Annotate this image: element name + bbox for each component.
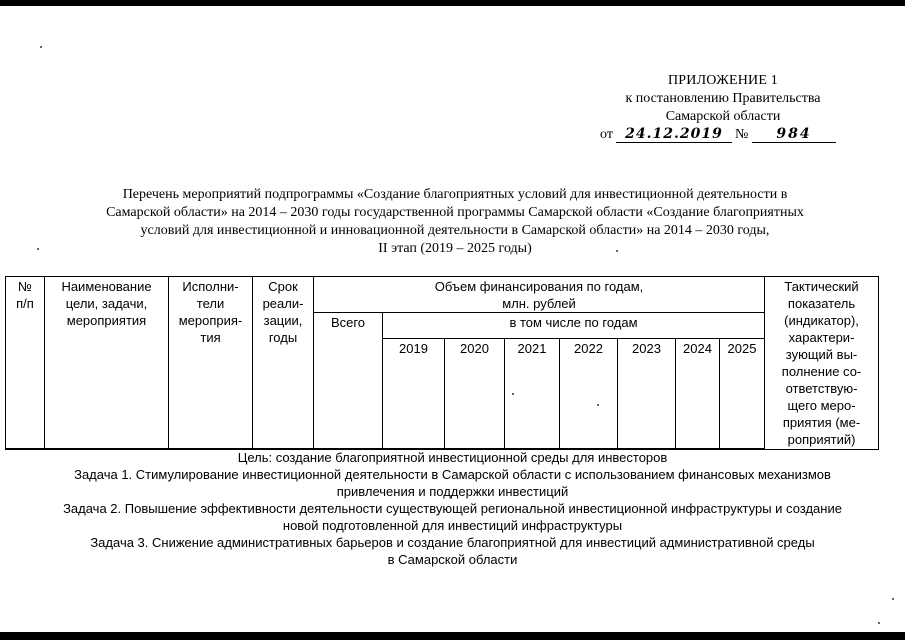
- task-1-text: Задача 1. Стимулирование инвестиционной деятельности в Самарской области с использованием финансовых механизмов: [74, 467, 831, 482]
- year-header: 2022: [560, 339, 618, 449]
- title-line: Самарской области» на 2014 – 2030 годы государственной программы Самарской области «Создание благоприятных: [106, 205, 804, 220]
- scan-speck: [878, 622, 880, 624]
- year-header: 2020: [445, 339, 505, 449]
- year-header: 2024: [676, 339, 720, 449]
- scan-speck: [37, 248, 39, 250]
- appendix-header: [588, 72, 858, 126]
- handwritten-number: 984: [752, 126, 836, 143]
- goal-text: Цель: создание благоприятной инвестиционной среды для инвесторов: [237, 450, 668, 465]
- column-header-financing: Объем финансирования по годам, млн. рублей: [314, 277, 765, 313]
- year-header: 2019: [383, 339, 445, 449]
- decree-date-number: [600, 126, 850, 146]
- scan-top-edge: [0, 0, 905, 6]
- date-prefix: от: [600, 127, 613, 142]
- title-line: II этап (2019 – 2025 годы): [378, 241, 532, 256]
- document-title: [40, 186, 870, 258]
- appendix-line2: к постановлению Правительства: [625, 91, 821, 106]
- column-header-term: Срок реали- зации, годы: [253, 277, 314, 449]
- task-1-text-cont: привлечения и поддержки инвестиций: [336, 484, 569, 499]
- title-line: Перечень мероприятий подпрограммы «Создание благоприятных условий для инвестиционной деятельности в: [122, 187, 788, 202]
- appendix-title: ПРИЛОЖЕНИЕ 1: [667, 73, 779, 88]
- year-header: 2025: [720, 339, 765, 449]
- scan-speck: [892, 598, 894, 600]
- column-header-executors: Исполни- тели мероприя- тия: [169, 277, 253, 449]
- scan-bottom-edge: [0, 632, 905, 640]
- task-3-text-cont: в Самарской области: [387, 552, 518, 567]
- column-header-by-years: в том числе по годам: [383, 313, 765, 339]
- column-header-name: Наименование цели, задачи, мероприятия: [45, 277, 169, 449]
- column-header-total: Всего: [314, 313, 383, 449]
- column-header-number: № п/п: [6, 277, 45, 449]
- number-sign: №: [735, 127, 749, 142]
- financing-table: [5, 276, 879, 450]
- task-2-text: Задача 2. Повышение эффективности деятельности существующей региональной инвестиционной инфраструктуры и создание: [63, 501, 842, 516]
- year-header: 2021: [505, 339, 560, 449]
- title-line: условий для инвестиционной и инновационной деятельности в Самарской области» на 2014 – 2030 годы,: [140, 223, 770, 238]
- column-header-indicator: Тактический показатель (индикатор), характери- зующий вы- полнение со- ответствую- щего меро- приятия (ме- роприятий): [765, 277, 879, 450]
- task-3-text: Задача 3. Снижение административных барьеров и создание благоприятной для инвестиций административной среды: [90, 535, 815, 550]
- appendix-line3: Самарской области: [665, 109, 781, 124]
- year-header: 2023: [618, 339, 676, 449]
- task-2-text-cont: новой подготовленной для инвестиций инфраструктуры: [282, 518, 623, 533]
- scan-speck: [40, 46, 42, 48]
- goals-section: [10, 449, 895, 568]
- handwritten-date: 24.12.2019: [616, 126, 732, 143]
